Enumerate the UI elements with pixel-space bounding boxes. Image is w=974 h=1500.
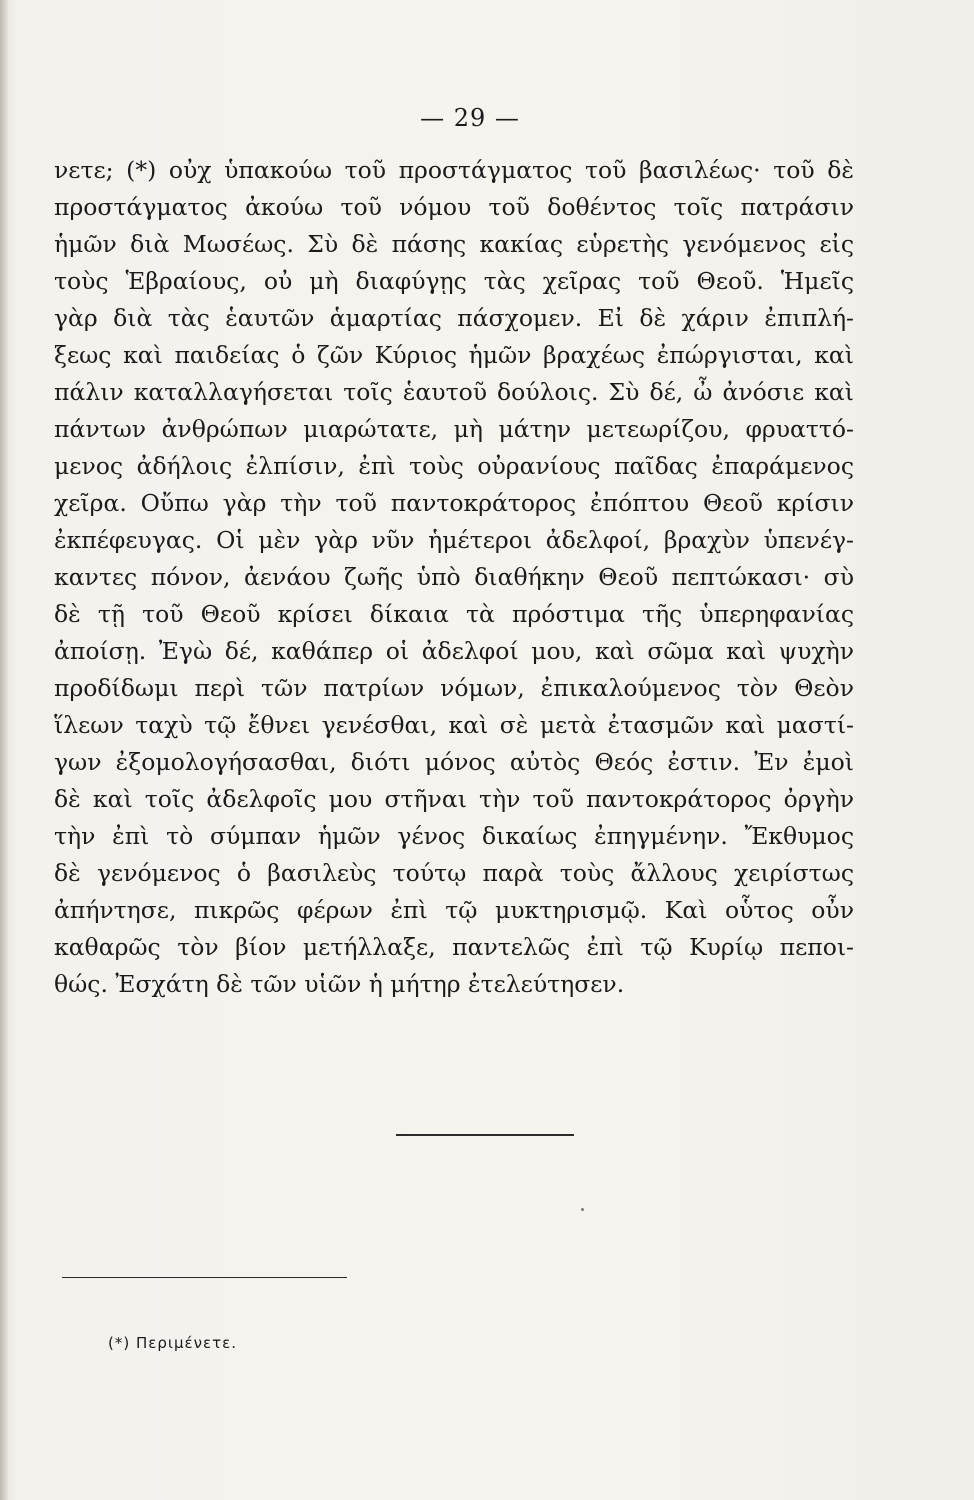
text-line: τοὺς Ἑβραίους, οὐ μὴ διαφύγῃς τὰς χεῖρας τοῦ Θεοῦ. Ἡμεῖς <box>54 267 854 295</box>
text-line: ἵλεων ταχὺ τῷ ἔθνει γενέσθαι, καὶ σὲ μετὰ ἐτασμῶν καὶ μαστί- <box>54 711 854 739</box>
text-line: καντες πόνον, ἀενάου ζωῆς ὑπὸ διαθήκην Θεοῦ πεπτώκασι· σὺ <box>54 563 854 591</box>
footnote: (*) Περιμένετε. <box>108 1334 238 1352</box>
text-line: ἐκπέφευγας. Οἱ μὲν γὰρ νῦν ἡμέτεροι ἀδελφοί, βραχὺν ὑπενέγ- <box>54 526 854 554</box>
text-line: προδίδωμι περὶ τῶν πατρίων νόμων, ἐπικαλούμενος τὸν Θεὸν <box>54 674 854 702</box>
text-line: νετε; (*) οὐχ ὑπακούω τοῦ προστάγματος τοῦ βασιλέως· τοῦ δὲ <box>54 156 854 184</box>
text-line: δὲ γενόμενος ὁ βασιλεὺς τούτῳ παρὰ τοὺς ἄλλους χειρίστως <box>54 859 854 887</box>
text-line: δὲ τῇ τοῦ Θεοῦ κρίσει δίκαια τὰ πρόστιμα τῆς ὑπερηφανίας <box>54 600 854 628</box>
text-line: γων ἐξομολογήσασθαι, διότι μόνος αὐτὸς Θεός ἐστιν. Ἐν ἐμοὶ <box>54 748 854 776</box>
page-number: — 29 — <box>420 104 520 132</box>
text-line: καθαρῶς τὸν βίον μετήλλαξε, παντελῶς ἐπὶ τῷ Κυρίῳ πεποι- <box>54 933 854 961</box>
text-line: ἀποίσῃ. Ἐγὼ δέ, καθάπερ οἱ ἀδελφοί μου, καὶ σῶμα καὶ ψυχὴν <box>54 637 854 665</box>
text-line: μενος ἀδήλοις ἐλπίσιν, ἐπὶ τοὺς οὐρανίους παῖδας ἐπαράμενος <box>54 452 854 480</box>
section-separator <box>396 1134 574 1136</box>
text-line: δὲ καὶ τοῖς ἀδελφοῖς μου στῆναι τὴν τοῦ παντοκράτορος ὀργὴν <box>54 785 854 813</box>
text-line: πάλιν καταλλαγήσεται τοῖς ἑαυτοῦ δούλοις. Σὺ δέ, ὦ ἀνόσιε καὶ <box>54 378 854 406</box>
body-text <box>54 152 854 1003</box>
text-line: χεῖρα. Οὔπω γὰρ τὴν τοῦ παντοκράτορος ἐπόπτου Θεοῦ κρίσιν <box>54 489 854 517</box>
page-binding-edge <box>0 0 8 1500</box>
text-line: ἡμῶν διὰ Μωσέως. Σὺ δὲ πάσης κακίας εὑρετὴς γενόμενος εἰς <box>54 230 854 258</box>
text-line: προστάγματος ἀκούω τοῦ νόμου τοῦ δοθέντος τοῖς πατράσιν <box>54 193 854 221</box>
text-line: ξεως καὶ παιδείας ὁ ζῶν Κύριος ἡμῶν βραχέως ἐπώργισται, καὶ <box>54 341 854 369</box>
text-line-last: θώς. Ἐσχάτη δὲ τῶν υἱῶν ἡ μήτηρ ἐτελεύτησεν. <box>54 970 625 998</box>
text-line: ἀπήντησε, πικρῶς φέρων ἐπὶ τῷ μυκτηρισμῷ. Καὶ οὗτος οὖν <box>54 896 854 924</box>
text-line: γὰρ διὰ τὰς ἑαυτῶν ἁμαρτίας πάσχομεν. Εἰ δὲ χάριν ἐπιπλή- <box>54 304 854 332</box>
text-line: τὴν ἐπὶ τὸ σύμπαν ἡμῶν γένος δικαίως ἐπηγμένην. Ἔκθυμος <box>54 822 854 850</box>
footnote-rule <box>62 1277 347 1278</box>
text-line: πάντων ἀνθρώπων μιαρώτατε, μὴ μάτην μετεωρίζου, φρυαττό- <box>54 415 854 443</box>
ink-dot <box>581 1208 584 1211</box>
